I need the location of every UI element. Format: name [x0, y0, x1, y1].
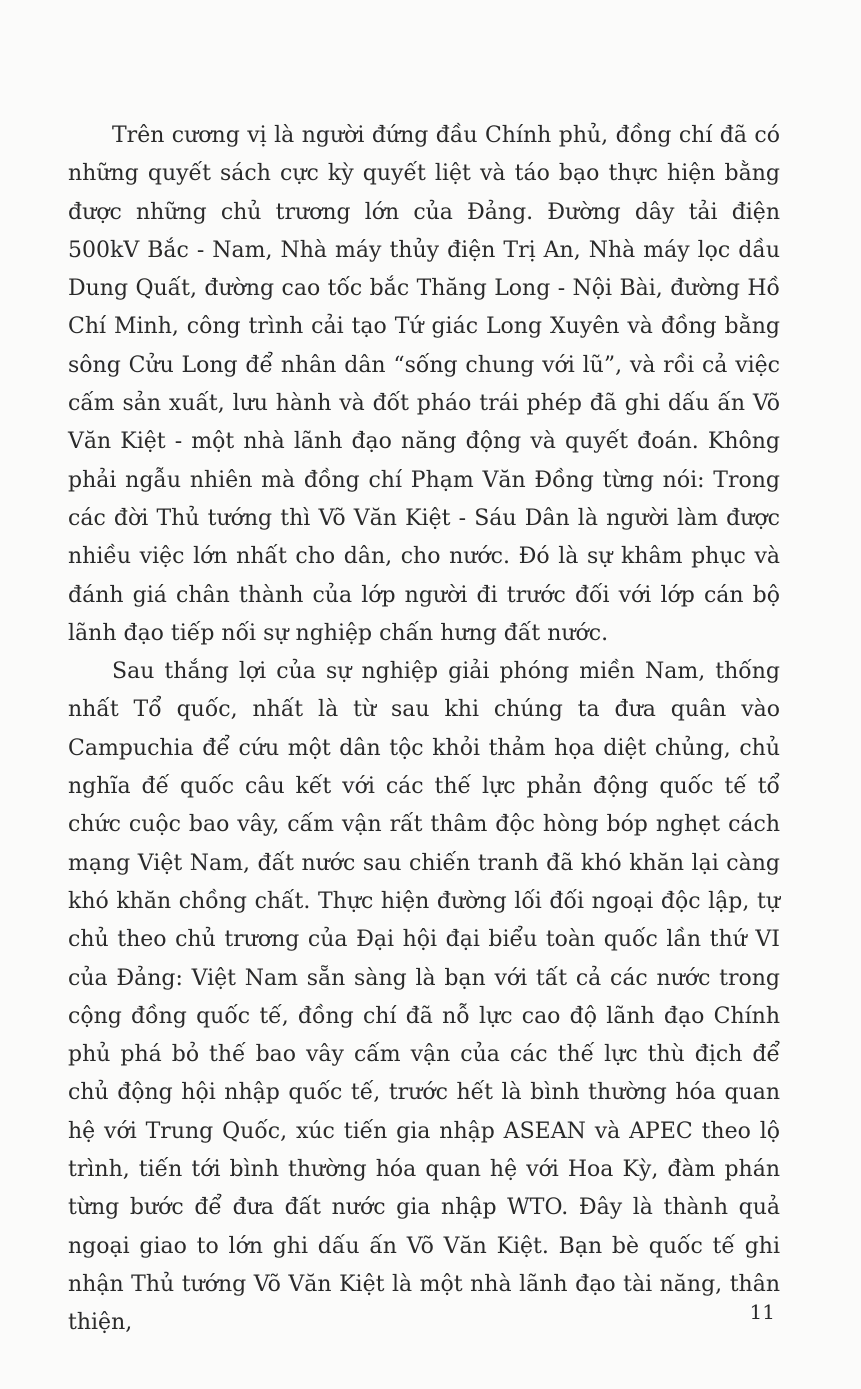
body-text [68, 117, 780, 1343]
paragraph-1: Trên cương vị là người đứng đầu Chính phủ, đồng chí đã có những quyết sách cực kỳ quyết liệt và táo bạo thực hiện bằng được những chủ trương lớn của Đảng. Đường dây tải điện 500kV Bắc - Nam, Nhà máy thủy điện Trị An, Nhà máy lọc dầu Dung Quất, đường cao tốc bắc Thăng Long - Nội Bài, đường Hồ Chí Minh, công trình cải tạo Tứ giác Long Xuyên và đồng bằng sông Cửu Long để nhân dân “sống chung với lũ”, và rồi cả việc cấm sản xuất, lưu hành và đốt pháo trái phép đã ghi dấu ấn Võ Văn Kiệt - một nhà lãnh đạo năng động và quyết đoán. Không phải ngẫu nhiên mà đồng chí Phạm Văn Đồng từng nói: Trong các đời Thủ tướng thì Võ Văn Kiệt - Sáu Dân là người làm được nhiều việc lớn nhất cho dân, cho nước. Đó là sự khâm phục và đánh giá chân thành của lớp người đi trước đối với lớp cán bộ lãnh đạo tiếp nối sự nghiệp chấn hưng đất nước. [68, 123, 780, 646]
paragraph-2: Sau thắng lợi của sự nghiệp giải phóng miền Nam, thống nhất Tổ quốc, nhất là từ sau khi chúng ta đưa quân vào Campuchia để cứu một dân tộc khỏi thảm họa diệt chủng, chủ nghĩa đế quốc câu kết với các thế lực phản động quốc tế tổ chức cuộc bao vây, cấm vận rất thâm độc hòng bóp nghẹt cách mạng Việt Nam, đất nước sau chiến tranh đã khó khăn lại càng khó khăn chồng chất. Thực hiện đường lối đối ngoại độc lập, tự chủ theo chủ trương của Đại hội đại biểu toàn quốc lần thứ VI của Đảng: Việt Nam sẵn sàng là bạn với tất cả các nước trong cộng đồng quốc tế, đồng chí đã nỗ lực cao độ lãnh đạo Chính phủ phá bỏ thế bao vây cấm vận của các thế lực thù địch để chủ động hội nhập quốc tế, trước hết là bình thường hóa quan hệ với Trung Quốc, xúc tiến gia nhập ASEAN và APEC theo lộ trình, tiến tới bình thường hóa quan hệ với Hoa Kỳ, đàm phán từng bước để đưa đất nước gia nhập WTO. Đây là thành quả ngoại giao to lớn ghi dấu ấn Võ Văn Kiệt. Bạn bè quốc tế ghi nhận Thủ tướng Võ Văn Kiệt là một nhà lãnh đạo tài năng, thân thiện, [68, 659, 780, 1336]
page-number: 11 [749, 1300, 775, 1324]
